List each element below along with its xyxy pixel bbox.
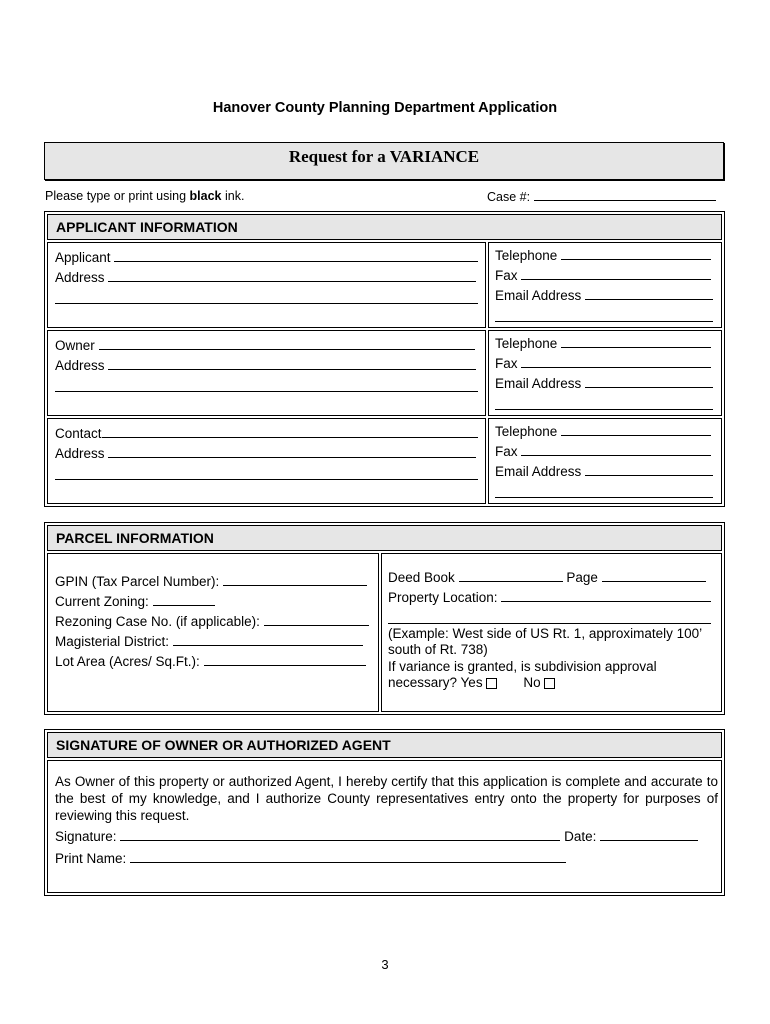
ink-instruction (45, 189, 244, 203)
fax-label: Fax (495, 268, 518, 283)
owner-address-line[interactable] (108, 358, 476, 370)
address-label: Address (55, 358, 105, 373)
example-line-1: (Example: West side of US Rt. 1, approximately 100’ (388, 626, 703, 641)
applicant-information-section (44, 211, 725, 507)
signature-row[interactable] (55, 828, 698, 846)
applicant-email-line[interactable] (585, 288, 713, 300)
contact-contact-block (488, 418, 722, 504)
print-name-row[interactable] (55, 850, 566, 868)
applicant-information-heading: APPLICANT INFORMATION (47, 214, 722, 240)
subdivision-line-1: If variance is granted, is subdivision approval (388, 659, 657, 674)
example-line-2: south of Rt. 738) (388, 642, 488, 657)
applicant-line[interactable] (114, 250, 478, 262)
contact-email-line-2[interactable] (495, 497, 713, 498)
date-line[interactable] (600, 829, 698, 841)
property-location-line-2[interactable] (388, 623, 711, 624)
owner-telephone-row[interactable] (495, 335, 711, 353)
deed-book-row[interactable] (388, 569, 706, 587)
owner-fax-row[interactable] (495, 355, 711, 373)
page-title: Hanover County Planning Department Application (212, 100, 558, 116)
contact-address-line[interactable] (108, 446, 476, 458)
zoning-row[interactable] (55, 593, 215, 611)
property-location-label: Property Location: (388, 590, 498, 605)
deed-book-line[interactable] (459, 570, 563, 582)
contact-email-line[interactable] (585, 464, 713, 476)
applicant-fax-row[interactable] (495, 267, 711, 285)
owner-telephone-line[interactable] (561, 336, 711, 348)
applicant-label: Applicant (55, 250, 111, 265)
parcel-information-heading: PARCEL INFORMATION (47, 525, 722, 551)
email-label: Email Address (495, 464, 582, 479)
certification-text: As Owner of this property or authorized Agent, I hereby certify that this application is complete and accurate to the best of my knowledge, and I authorize County representatives entry onto the property for purposes of reviewing this request. (55, 774, 718, 823)
zoning-line[interactable] (153, 594, 215, 606)
applicant-telephone-line[interactable] (561, 248, 711, 260)
telephone-label: Telephone (495, 336, 558, 351)
parcel-left-block (47, 553, 379, 712)
applicant-contact-block (488, 242, 722, 328)
no-checkbox[interactable] (544, 678, 555, 689)
ink-note-prefix: Please type or print using (45, 189, 190, 203)
contact-telephone-row[interactable] (495, 423, 711, 441)
contact-block (47, 418, 486, 504)
contact-fax-row[interactable] (495, 443, 711, 461)
property-location-row[interactable] (388, 589, 711, 607)
email-label: Email Address (495, 288, 582, 303)
ink-note-suffix: ink. (221, 189, 245, 203)
parcel-right-block (381, 553, 722, 712)
lot-area-line[interactable] (204, 654, 366, 666)
parcel-information-section (44, 522, 725, 715)
form-name: Request for a VARIANCE (288, 147, 480, 166)
owner-contact-block (488, 330, 722, 416)
deed-book-label: Deed Book (388, 570, 455, 585)
lot-area-row[interactable] (55, 653, 366, 671)
owner-address-line-2[interactable] (55, 391, 478, 392)
applicant-row[interactable] (55, 249, 478, 267)
page-line[interactable] (602, 570, 706, 582)
address-label: Address (55, 446, 105, 461)
rezoning-row[interactable] (55, 613, 369, 631)
owner-email-row[interactable] (495, 375, 713, 393)
print-name-line[interactable] (130, 851, 566, 863)
owner-fax-line[interactable] (521, 356, 711, 368)
signature-block (47, 760, 722, 893)
form-title-box (44, 142, 724, 180)
owner-line[interactable] (99, 338, 475, 350)
ink-note-bold: black (189, 189, 222, 203)
applicant-email-line-2[interactable] (495, 321, 713, 322)
owner-row[interactable] (55, 337, 475, 355)
contact-label: Contact (55, 426, 102, 441)
case-label: Case #: (487, 190, 531, 204)
address-label: Address (55, 270, 105, 285)
case-number-field[interactable] (487, 189, 716, 204)
applicant-block (47, 242, 486, 328)
owner-email-line-2[interactable] (495, 409, 713, 410)
owner-email-line[interactable] (585, 376, 713, 388)
contact-row[interactable] (55, 425, 478, 443)
property-location-line[interactable] (501, 590, 711, 602)
gpin-line[interactable] (223, 574, 367, 586)
page-label: Page (566, 570, 598, 585)
telephone-label: Telephone (495, 248, 558, 263)
magisterial-line[interactable] (173, 634, 363, 646)
subdivision-question-row (388, 674, 555, 692)
yes-checkbox[interactable] (486, 678, 497, 689)
applicant-address-line[interactable] (108, 270, 476, 282)
fax-label: Fax (495, 444, 518, 459)
fax-label: Fax (495, 356, 518, 371)
owner-label: Owner (55, 338, 95, 353)
subdivision-line-2: necessary? Yes (388, 675, 483, 690)
page-number: 3 (381, 957, 389, 972)
magisterial-row[interactable] (55, 633, 363, 651)
date-label: Date: (564, 829, 597, 844)
signature-label: Signature: (55, 829, 117, 844)
signature-line[interactable] (120, 829, 560, 841)
signature-heading: SIGNATURE OF OWNER OR AUTHORIZED AGENT (47, 732, 722, 758)
zoning-label: Current Zoning: (55, 594, 149, 609)
contact-address-row[interactable] (55, 445, 476, 463)
rezoning-label: Rezoning Case No. (if applicable): (55, 614, 260, 629)
no-label: No (523, 675, 541, 690)
applicant-email-row[interactable] (495, 287, 713, 305)
contact-telephone-line[interactable] (561, 424, 711, 436)
lot-area-label: Lot Area (Acres/ Sq.Ft.): (55, 654, 200, 669)
contact-fax-line[interactable] (521, 444, 711, 456)
applicant-address-row[interactable] (55, 269, 476, 287)
email-label: Email Address (495, 376, 582, 391)
contact-line[interactable] (102, 426, 478, 438)
contact-address-line-2[interactable] (55, 479, 478, 480)
contact-email-row[interactable] (495, 463, 713, 481)
applicant-address-line-2[interactable] (55, 303, 478, 304)
owner-address-row[interactable] (55, 357, 476, 375)
gpin-row[interactable] (55, 573, 367, 591)
telephone-label: Telephone (495, 424, 558, 439)
print-name-label: Print Name: (55, 851, 127, 866)
magisterial-label: Magisterial District: (55, 634, 170, 649)
gpin-label: GPIN (Tax Parcel Number): (55, 574, 220, 589)
owner-block (47, 330, 486, 416)
applicant-telephone-row[interactable] (495, 247, 711, 265)
case-number-line[interactable] (534, 189, 716, 201)
signature-section (44, 729, 725, 896)
applicant-fax-line[interactable] (521, 268, 711, 280)
rezoning-line[interactable] (264, 614, 369, 626)
